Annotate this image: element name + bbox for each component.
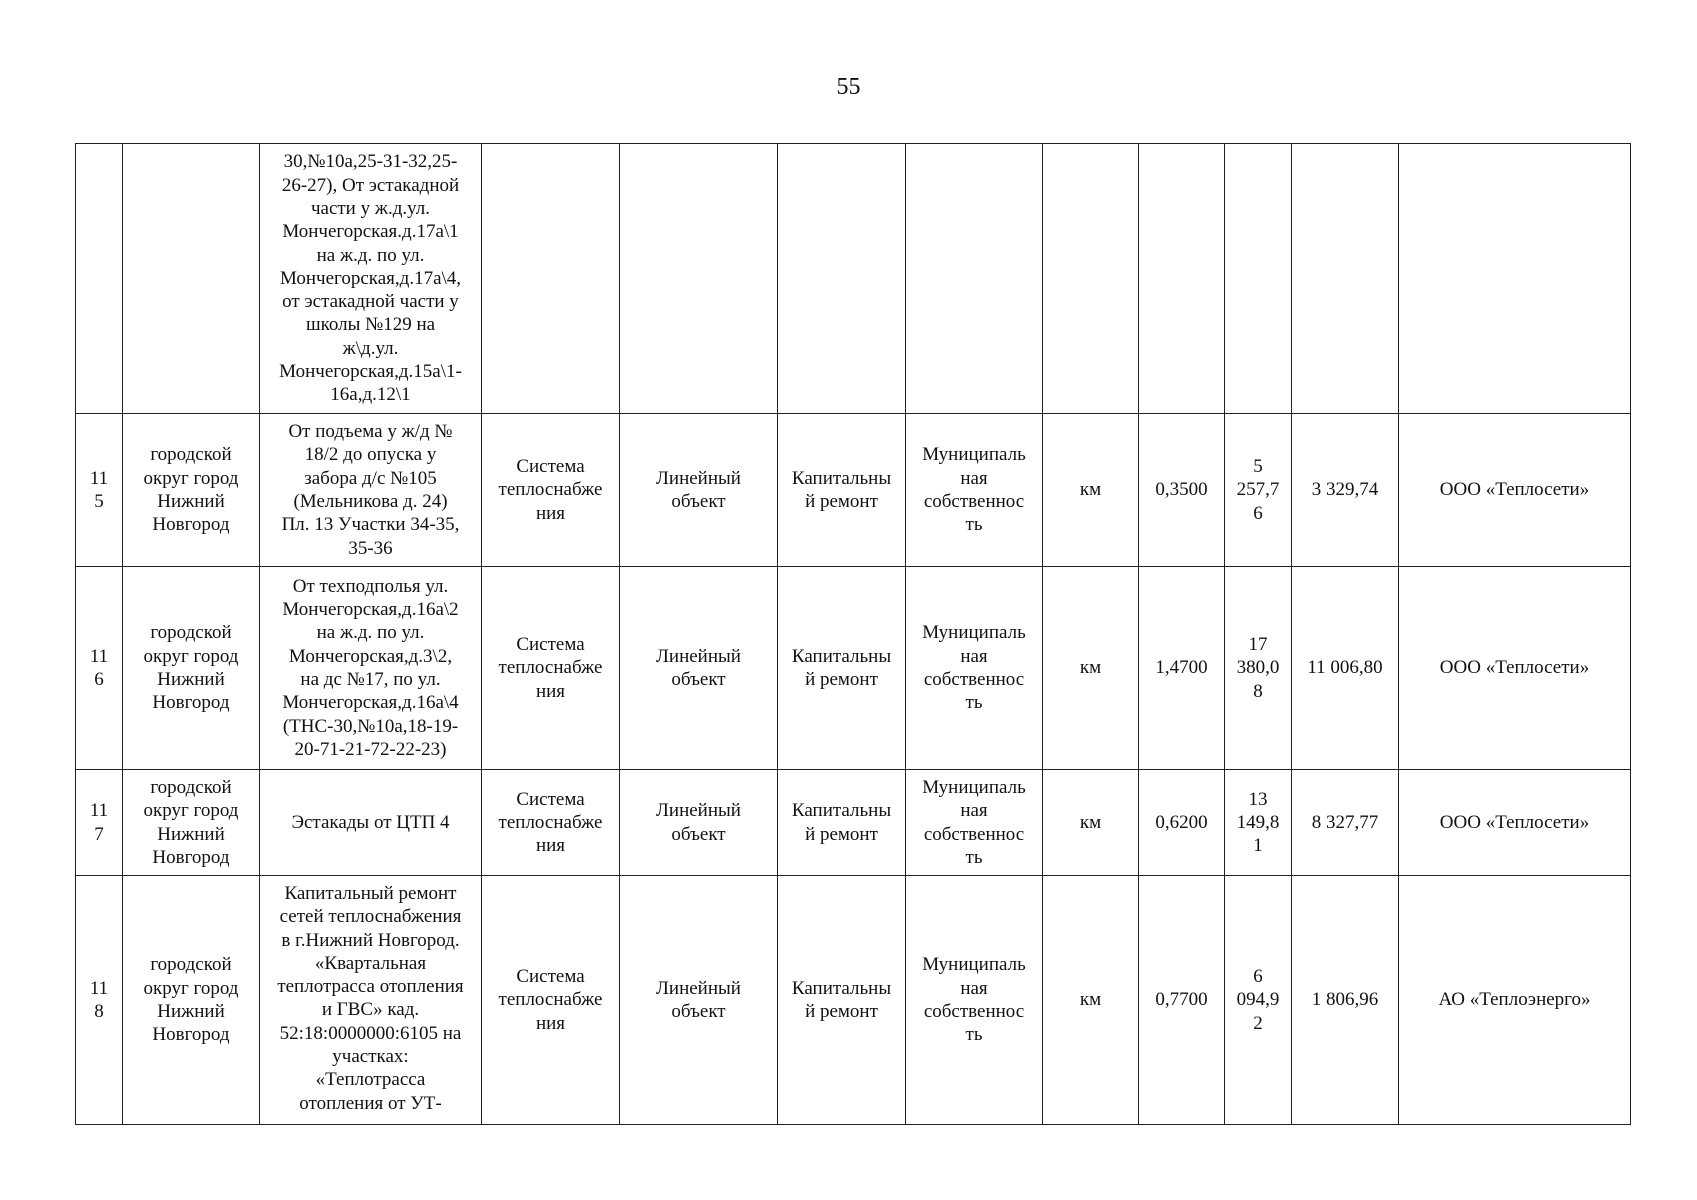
cell-organization: АО «Теплоэнерго»	[1399, 876, 1631, 1125]
cell-cost-2: 11 006,80	[1292, 567, 1399, 770]
cell-unit: км	[1043, 414, 1139, 567]
cell-cost-1	[1225, 144, 1292, 414]
cell-object-description: От подъема у ж/д № 18/2 до опуска у забора д/с №105 (Мельникова д. 24) Пл. 13 Участки 34-35, 35-36	[260, 414, 482, 567]
cell-ownership: Муниципаль ная собственнос ть	[906, 414, 1043, 567]
cell-length	[1139, 144, 1225, 414]
cell-row-number: 11 6	[76, 567, 123, 770]
cell-cost-1: 17 380,0 8	[1225, 567, 1292, 770]
cell-object-type: Линейный объект	[620, 414, 778, 567]
cell-length: 0,3500	[1139, 414, 1225, 567]
cell-ownership: Муниципаль ная собственнос ть	[906, 567, 1043, 770]
cell-object-description: От техподполья ул. Мончегорская,д.16а\2 на ж.д. по ул. Мончегорская,д.3\2, на дс №17, по ул. Мончегорская,д.16а\4 (ТНС-30,№10а,18-19- 20-71-21-72-22-23)	[260, 567, 482, 770]
cell-system: Система теплоснабже ния	[482, 414, 620, 567]
cell-system	[482, 144, 620, 414]
cell-work-type: Капитальны й ремонт	[778, 876, 906, 1125]
table-row	[76, 144, 1631, 414]
cell-territory: городской округ город Нижний Новгород	[123, 414, 260, 567]
table-row	[76, 770, 1631, 876]
cell-cost-1: 6 094,9 2	[1225, 876, 1292, 1125]
cell-territory: городской округ город Нижний Новгород	[123, 770, 260, 876]
cell-object-description: Эстакады от ЦТП 4	[260, 770, 482, 876]
cell-work-type: Капитальны й ремонт	[778, 414, 906, 567]
cell-row-number: 11 7	[76, 770, 123, 876]
cell-length: 1,4700	[1139, 567, 1225, 770]
cell-organization: ООО «Теплосети»	[1399, 414, 1631, 567]
cell-territory: городской округ город Нижний Новгород	[123, 876, 260, 1125]
cell-cost-2	[1292, 144, 1399, 414]
cell-organization	[1399, 144, 1631, 414]
investment-objects-table	[75, 143, 1631, 1125]
cell-ownership	[906, 144, 1043, 414]
cell-row-number: 11 5	[76, 414, 123, 567]
cell-cost-2: 3 329,74	[1292, 414, 1399, 567]
cell-system: Система теплоснабже ния	[482, 770, 620, 876]
cell-cost-1: 13 149,8 1	[1225, 770, 1292, 876]
cell-row-number	[76, 144, 123, 414]
cell-object-description: Капитальный ремонт сетей теплоснабжения в г.Нижний Новгород. «Квартальная теплотрасса отопления и ГВС» кад. 52:18:0000000:6105 на участках: «Теплотрасса отопления от УТ-	[260, 876, 482, 1125]
cell-work-type: Капитальны й ремонт	[778, 770, 906, 876]
table-row	[76, 567, 1631, 770]
cell-ownership: Муниципаль ная собственнос ть	[906, 876, 1043, 1125]
cell-unit	[1043, 144, 1139, 414]
cell-object-type: Линейный объект	[620, 770, 778, 876]
page-number: 55	[836, 74, 861, 100]
cell-territory	[123, 144, 260, 414]
cell-object-type: Линейный объект	[620, 876, 778, 1125]
cell-object-type	[620, 144, 778, 414]
cell-system: Система теплоснабже ния	[482, 567, 620, 770]
cell-work-type: Капитальны й ремонт	[778, 567, 906, 770]
cell-unit: км	[1043, 567, 1139, 770]
cell-ownership: Муниципаль ная собственнос ть	[906, 770, 1043, 876]
cell-length: 0,7700	[1139, 876, 1225, 1125]
cell-work-type	[778, 144, 906, 414]
cell-cost-1: 5 257,7 6	[1225, 414, 1292, 567]
table-row	[76, 876, 1631, 1125]
cell-organization: ООО «Теплосети»	[1399, 770, 1631, 876]
cell-length: 0,6200	[1139, 770, 1225, 876]
cell-row-number: 11 8	[76, 876, 123, 1125]
table-row	[76, 414, 1631, 567]
cell-organization: ООО «Теплосети»	[1399, 567, 1631, 770]
cell-unit: км	[1043, 770, 1139, 876]
cell-unit: км	[1043, 876, 1139, 1125]
cell-system: Система теплоснабже ния	[482, 876, 620, 1125]
cell-territory: городской округ город Нижний Новгород	[123, 567, 260, 770]
cell-cost-2: 8 327,77	[1292, 770, 1399, 876]
cell-cost-2: 1 806,96	[1292, 876, 1399, 1125]
cell-object-type: Линейный объект	[620, 567, 778, 770]
cell-object-description: 30,№10а,25-31-32,25- 26-27), От эстакадной части у ж.д.ул. Мончегорская.д.17а\1 на ж.д. по ул. Мончегорская,д.17а\4, от эстакадной части у школы №129 на ж\д.ул. Мончегорская,д.15а\1- 16а,д.12\1	[260, 144, 482, 414]
